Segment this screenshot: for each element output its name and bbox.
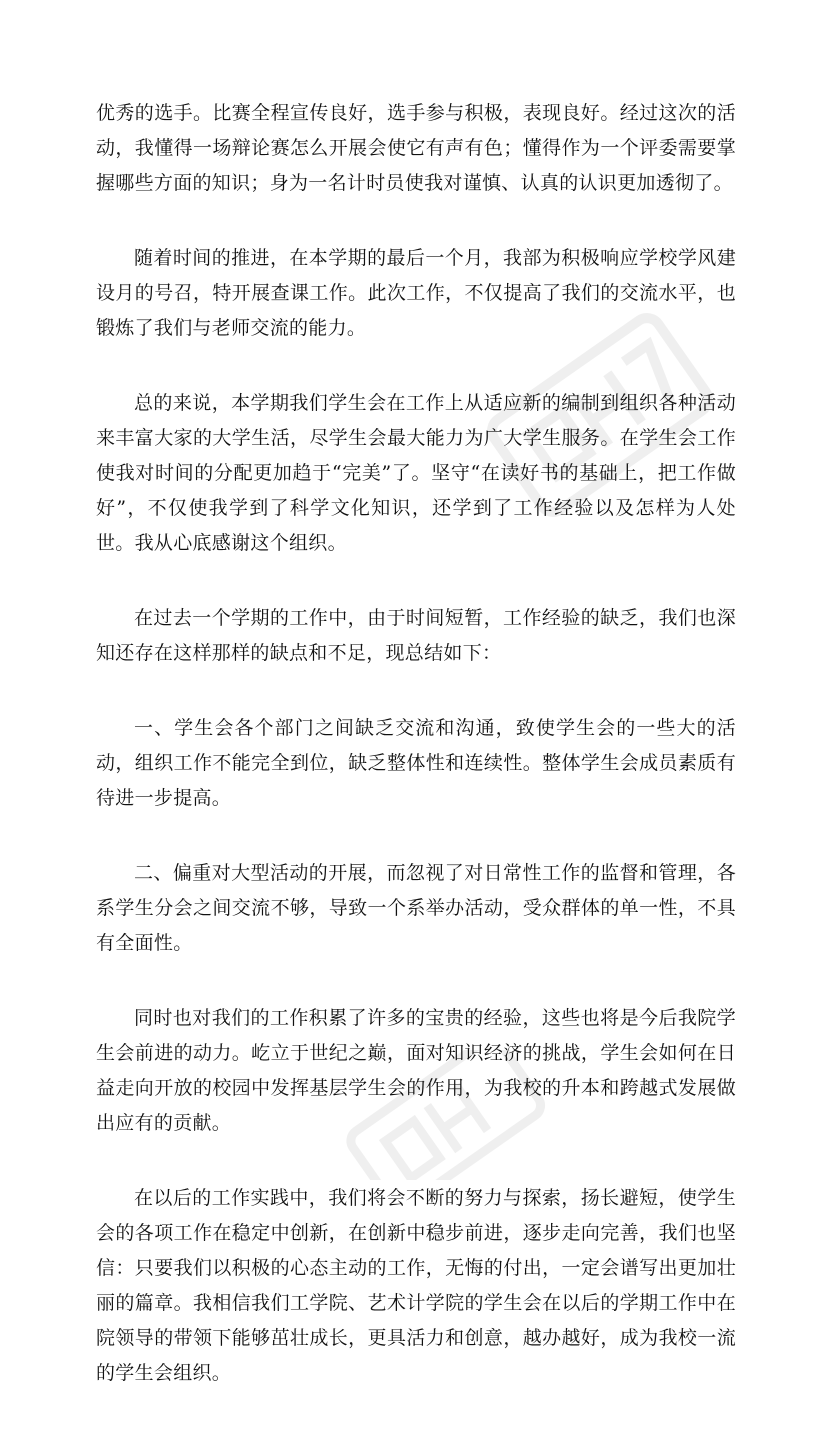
paragraph-5: 一、学生会各个部门之间缺乏交流和沟通，致使学生会的一些大的活动，组织工作不能完全到位，缺乏整体性和连续性。整体学生会成员素质有待进一步提高。 — [96, 717, 736, 809]
paragraph-3: 总的来说，本学期我们学生会在工作上从适应新的编制到组织各种活动来丰富大家的大学生活，尽学生会最大能力为广大学生服务。在学生会工作使我对时间的分配更加趋于“完美”了。坚守“在读好书的基础上，把工作做好”，不仅使我学到了科学文化知识，还学到了工作经验以及怎样为人处世。我从心底感谢这个组织。 — [96, 392, 736, 554]
paragraph-6: 二、偏重对大型活动的开展，而忽视了对日常性工作的监督和管理，各系学生分会之间交流不够，导致一个系举办活动，受众群体的单一性，不具有全面性。 — [96, 862, 736, 954]
paragraph-7: 同时也对我们的工作积累了许多的宝贵的经验，这些也将是今后我院学生会前进的动力。屹立于世纪之巅，面对知识经济的挑战，学生会如何在日益走向开放的校园中发挥基层学生会的作用，为我校的升本和跨越式发展做出应有的贡献。 — [96, 1007, 736, 1134]
paragraph-4: 在过去一个学期的工作中，由于时间短暂，工作经验的缺乏，我们也深知还存在这样那样的缺点和不足，现总结如下： — [96, 607, 736, 664]
paragraph-2: 随着时间的推进，在本学期的最后一个月，我部为积极响应学校学风建设月的号召，特开展查课工作。此次工作，不仅提高了我们的交流水平，也锻炼了我们与老师交流的能力。 — [96, 247, 736, 339]
paragraph-1: 优秀的选手。比赛全程宣传良好，选手参与积极，表现良好。经过这次的活动，我懂得一场辩论赛怎么开展会使它有声有色；懂得作为一个评委需要掌握哪些方面的知识；身为一名计时员使我对谨慎、认真的认识更加透彻了。 — [96, 102, 736, 194]
paragraph-8: 在以后的工作实践中，我们将会不断的努力与探索，扬长避短，使学生会的各项工作在稳定中创新，在创新中稳步前进，逐步走向完善，我们也坚信：只要我们以积极的心态主动的工作，无悔的付出，一定会谱写出更加壮丽的篇章。我相信我们工学院、艺术计学院的学生会在以后的学期工作中在院领导的带领下能够茁壮成长，更具活力和创意，越办越好，成为我校一流的学生会组织。 — [96, 1187, 736, 1384]
document-body — [96, 96, 736, 1431]
